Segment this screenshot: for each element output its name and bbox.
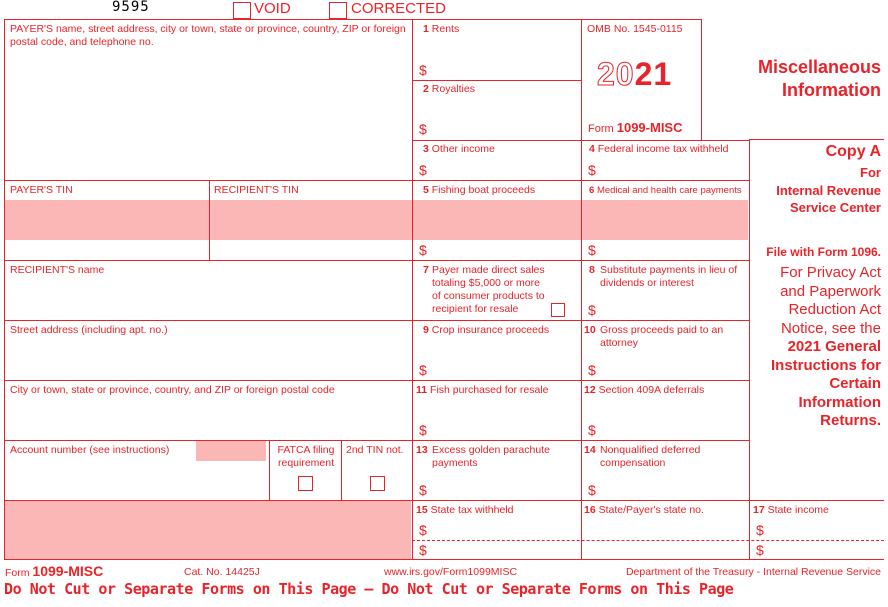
box-11-input[interactable] [430,420,578,438]
box-5-input[interactable] [430,240,578,258]
footer-department: Department of the Treasury - Internal Revenue Service [625,566,881,578]
account-number-label: Account number (see instructions) [10,444,170,456]
divider-v-581 [581,19,582,560]
box-6-dollar: $ [588,242,596,258]
box-4-dollar: $ [588,162,596,178]
box-5-label: 5 Fishing boat proceeds [423,184,536,196]
tax-year-suffix: 21 [634,56,673,92]
box-17-label: 17 State income [753,504,829,516]
box-8-num: 8 [589,264,595,276]
account-number-input[interactable] [5,461,268,499]
box-15-label: 15 State tax withheld [416,504,514,516]
divider-h-500 [4,500,884,501]
form-title-line-2: Information [782,80,881,100]
divider-v-269 [269,440,270,500]
city-label: City or town, state or province, country, and ZIP or foreign postal code [10,384,335,396]
box-12-input[interactable] [600,420,746,438]
divider-h-380 [4,380,749,381]
right-panel-top-border [749,139,884,140]
fatca-label: FATCA filing requirement [277,444,335,469]
footer-form-label: Form 1099-MISC [5,563,104,579]
box-10-num: 10 [584,324,596,336]
box-13-input[interactable] [430,480,578,498]
box-15-input-1[interactable] [430,520,578,538]
omb-form-label: Form 1099-MISC [588,120,683,135]
box-4-label: 4 Federal income tax withheld [589,143,729,155]
box-10-input[interactable] [600,360,746,378]
box-14-num: 14 [584,444,596,456]
box-9-dollar: $ [419,362,427,378]
box-12-dollar: $ [588,422,596,438]
box-11-dollar: $ [419,422,427,438]
file-with-note: File with Form 1096. [766,245,881,259]
street-address-input[interactable] [5,340,411,379]
irs-center-line-2: Service Center [789,200,881,215]
divider-h-80 [412,80,582,81]
box-14-label: Nonqualified deferred compensation [600,444,701,469]
box-4-input[interactable] [600,160,746,178]
divider-h-140 [412,140,749,141]
box-2-input[interactable] [430,119,578,137]
box-13-label: Excess golden parachute payments [432,444,550,469]
box-15-input-2[interactable] [430,541,578,558]
box-17-dollar-1: $ [756,522,764,538]
payer-name-label: PAYER'S name, street address, city or town, state or province, country, ZIP or foreign postal code, and telephone no. [10,23,406,48]
void-label: VOID [254,0,291,17]
tax-year [597,56,672,93]
box-8-dollar: $ [588,302,596,318]
second-tin-label: 2nd TIN not. [346,444,404,456]
copy-a-block [776,142,881,216]
box-1-dollar: $ [419,62,427,78]
street-address-label: Street address (including apt. no.) [10,324,168,336]
divider-h-180 [4,180,749,181]
box-8-input[interactable] [600,300,746,318]
form-title [758,56,881,102]
recipient-name-label: RECIPIENT'S name [10,264,105,276]
divider-v-749 [749,139,750,560]
box-12-label: 12 Section 409A deferrals [584,384,705,396]
fatca-checkbox[interactable] [298,476,313,491]
box-1-input[interactable] [430,60,578,78]
box-3-label: 3 Other income [423,143,495,155]
payer-tin-input[interactable] [5,200,208,240]
box-13-dollar: $ [419,482,427,498]
privacy-block: For Privacy Act and Paperwork Reduction Act Notice, see the 2021 General Instructions for Certain Information Returns. [770,264,881,429]
form-code: 9595 [112,0,150,15]
footer-url: www.irs.gov/Form1099MISC [384,566,518,578]
box-16-input-2[interactable] [584,541,746,558]
box-1-label: 1 Rents [423,23,460,35]
box-3-dollar: $ [419,162,427,178]
box-9-input[interactable] [430,360,578,378]
footer-cat-no: Cat. No. 14425J [184,566,260,578]
recipient-name-input[interactable] [5,280,411,319]
corrected-checkbox[interactable] [329,2,347,19]
divider-h-320 [4,320,749,321]
form-title-line-1: Miscellaneous [757,57,881,77]
box-5-dollar: $ [419,242,427,258]
account-shaded-area [196,441,266,461]
box-16-label: 16 State/Payer's state no. [584,504,704,516]
divider-h-260 [4,260,749,261]
copy-for-label: For [860,165,881,180]
payer-name-input[interactable] [5,50,411,179]
box-14-input[interactable] [600,480,746,498]
irs-center-line-1: Internal Revenue [776,183,881,198]
recipient-tin-input[interactable] [210,200,411,240]
corrected-label: CORRECTED [351,0,447,17]
void-checkbox[interactable] [233,2,251,19]
box-6-input[interactable] [600,240,746,258]
tax-year-prefix: 20 [597,56,635,92]
divider-h-440 [4,440,749,441]
box-2-dollar: $ [419,121,427,137]
box-8-label: Substitute payments in lieu of dividends or interest [600,264,738,289]
box-15-dollar-1: $ [419,522,427,538]
box-17-input-2[interactable] [768,541,882,558]
box-17-dollar-2: $ [756,542,764,558]
box-17-input-1[interactable] [768,520,882,538]
form-bottom-border [4,559,884,560]
box-2-label: 2 Royalties [423,83,475,95]
box-13-num: 13 [416,444,428,456]
recipient-tin-label: RECIPIENT'S TIN [214,184,299,196]
box-15-dollar-2: $ [419,542,427,558]
box-10-dollar: $ [588,362,596,378]
form-top-border [4,19,701,20]
box-7-checkbox[interactable] [551,303,565,317]
payer-tin-label: PAYER'S TIN [10,184,73,196]
box-11-label: 11 Fish purchased for resale [416,384,549,396]
city-input[interactable] [5,400,411,439]
box-14-dollar: $ [588,482,596,498]
box-9-label: 9 Crop insurance proceeds [423,324,550,336]
divider-v-701 [701,19,702,140]
bottom-left-shaded-area [5,501,411,559]
box-7-label: Payer made direct sales totaling $5,000 or more of consumer products to recipient for resale [432,264,545,315]
box-7-num: 7 [423,264,429,276]
box-6-label: 6 Medical and health care payments [589,185,742,196]
second-tin-checkbox[interactable] [370,476,385,491]
box-10-label: Gross proceeds paid to an attorney [600,324,724,349]
footer-warning: Do Not Cut or Separate Forms on This Page — Do Not Cut or Separate Forms on This Page [4,580,734,598]
box-16-input-1[interactable] [584,520,746,538]
copy-a-title: Copy A [825,143,881,160]
omb-number: OMB No. 1545-0115 [587,23,683,35]
divider-v-412 [412,19,413,560]
divider-v-341 [341,440,342,500]
box-3-input[interactable] [430,160,578,178]
